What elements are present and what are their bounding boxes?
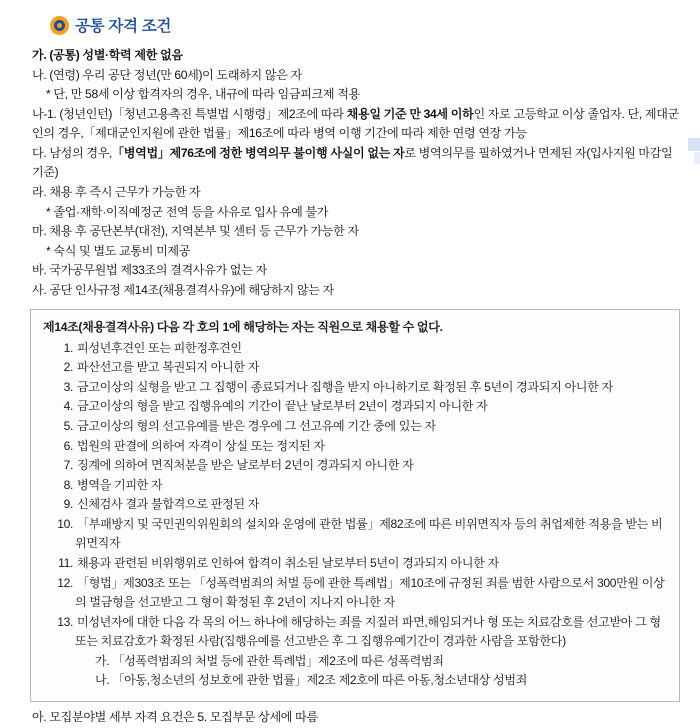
list-item [43, 613, 667, 652]
item-number: 13. [57, 614, 73, 629]
list-item [43, 495, 667, 515]
tail-conditions [32, 708, 682, 728]
condition-note-na: * 단, 만 58세 이상 합격자의 경우, 내규에 따라 임금피크제 적용 [46, 87, 360, 102]
item-number: 12. [57, 575, 73, 590]
item-number: 2. [63, 360, 73, 375]
condition-note-ra: * 졸업·재학·이직예정군 전역 등을 사유로 입사 유예 불가 [46, 204, 329, 219]
sub-list-item [43, 652, 667, 672]
condition-line-ga: 가. (공통) 성별·학력 제한 없음 [32, 48, 183, 62]
circle-emblem-icon [50, 16, 69, 35]
item-number: 4. [63, 399, 73, 414]
box-title-article: 제14조(채용결격사유) [43, 319, 154, 334]
list-item [43, 515, 667, 554]
item-text: 채용과 관련된 비위행위로 인하여 합격이 취소된 날로부터 5년이 경과되지 아니한 자 [77, 556, 499, 571]
item-text: 금고이상의 형의 선고유예를 받은 경우에 그 선고유예 기간 중에 있는 자 [77, 418, 436, 433]
emphasis-text: 「병역법」제76조에 정한 병역의무 불이행 사실이 없는 자 [112, 145, 405, 160]
item-text: 파산선고를 받고 복권되지 아니한 자 [77, 360, 260, 375]
item-text: 금고이상의 형을 받고 집행유예의 기간이 끝난 날로부터 2년이 경과되지 아니한 자 [77, 399, 488, 414]
item-number: 8. [63, 477, 73, 492]
item-number: 7. [63, 458, 73, 473]
condition-note-ma: * 숙식 및 별도 교통비 미제공 [46, 243, 191, 258]
item-text: 신체검사 결과 불합격으로 판정된 자 [77, 497, 260, 512]
disqualification-box [30, 309, 680, 703]
box-title-text: 다음 각 호의 1에 해당하는 자는 직원으로 채용할 수 없다. [153, 319, 443, 334]
condition-line-ah: 아. 모집분야별 세부 자격 요건은 5. 모집부문 상세에 따름 [32, 710, 318, 725]
condition-line-na: 나. (연령) 우리 공단 정년(만 60세)이 도래하지 않은 자 [32, 67, 302, 82]
document-header [50, 14, 682, 36]
list-item [43, 378, 667, 398]
list-item [43, 339, 667, 359]
edge-artifact-upper [688, 138, 700, 151]
item-text: 「형법」제303조 또는 「성폭력범죄의 처벌 등에 관한 특례법」제10조에 규정된 죄를 범한 사람으로서 300만원 이상의 벌금형을 선고받고 그 형이 확정된 후 2년이 지나지 아니한 자 [75, 575, 665, 610]
condition-line-ba: 바. 국가공무원법 제33조의 결격사유가 없는 자 [32, 263, 267, 278]
list-item [43, 358, 667, 378]
list-item [43, 554, 667, 574]
subitem-text: 「아동,청소년의 성보호에 관한 법률」제2조 제2호에 따른 아동,청소년대상 성범죄 [112, 673, 527, 688]
condition-line-da: 다. 남성의 경우,「병역법」제76조에 정한 병역의무 불이행 사실이 없는 자로 병역의무를 필하였거나 면제된 자(입사지원 마감일 기준) [32, 145, 673, 180]
item-text: 병역을 기피한 자 [77, 477, 163, 492]
item-number: 3. [63, 379, 73, 394]
emphasis-text: 채용일 기준 만 34세 이하 [346, 106, 474, 121]
subitem-label: 가. [95, 653, 110, 668]
item-text: 미성년자에 대한 다음 각 목의 어느 하나에 해당하는 죄를 지질러 파면,해임되거나 형 또는 치료감호를 선고받아 그 형 또는 치료감호가 확정된 사람(집행유예를 선고받은 후 그 집행유예기간이 경과한 사람을 포함한다) [75, 614, 661, 649]
item-number: 6. [63, 438, 73, 453]
condition-line-ma: 마. 채용 후 공단본부(대전), 지역본부 및 센터 등 근무가 가능한 자 [32, 224, 359, 239]
item-text: 「부패방지 및 국민권익위원회의 설치와 운영에 관한 법률」제82조에 따른 비위면직자 등의 취업제한 적용을 받는 비위면직자 [75, 516, 663, 551]
sub-list-item [43, 671, 667, 691]
page-title: 공통 자격 조건 [75, 18, 172, 35]
subitem-label: 나. [95, 673, 110, 688]
list-item [43, 574, 667, 613]
item-number: 10. [57, 516, 73, 531]
item-text: 징계에 의하여 면직처분을 받은 날로부터 2년이 경과되지 아니한 자 [77, 458, 414, 473]
subitem-text: 「성폭력범죄의 처벌 등에 관한 특례법」제2조에 따른 성폭력범죄 [112, 653, 444, 668]
list-item [43, 397, 667, 417]
condition-line-ra: 라. 채용 후 즉시 근무가 가능한 자 [32, 185, 201, 200]
list-item [43, 456, 667, 476]
item-text: 피성년후견인 또는 피한정후견인 [77, 340, 242, 355]
box-title [43, 318, 667, 336]
item-number: 5. [63, 418, 73, 433]
item-number: 9. [63, 497, 73, 512]
item-text: 법원의 판결에 의하여 자격이 상실 또는 정지된 자 [77, 438, 325, 453]
list-item [43, 417, 667, 437]
condition-line-sa: 사. 공단 인사규정 제14조(채용결격사유)에 해당하지 않는 자 [32, 282, 334, 297]
condition-line-na1: 나-1. (청년인턴)「청년고용촉진 특별법 시행령」제2조에 따라 채용일 기준 만 34세 이하인 자로 고등학교 이상 졸업자. 단, 제대군인의 경우,「제대군인지원에 관한 법률」제16조에 따라 병역 이행 기간에 따라 제한 연령 연장 가능 [32, 106, 679, 141]
conditions-list [32, 46, 682, 301]
item-number: 11. [58, 556, 73, 571]
item-text: 금고이상의 실형을 받고 그 집행이 종료되거나 집행을 받지 아니하기로 확정된 후 5년이 경과되지 아니한 자 [77, 379, 613, 394]
edge-artifact-lower [694, 152, 700, 164]
item-number: 1. [63, 340, 73, 355]
disqualification-item-list [43, 339, 667, 652]
list-item [43, 437, 667, 457]
list-item [43, 476, 667, 496]
